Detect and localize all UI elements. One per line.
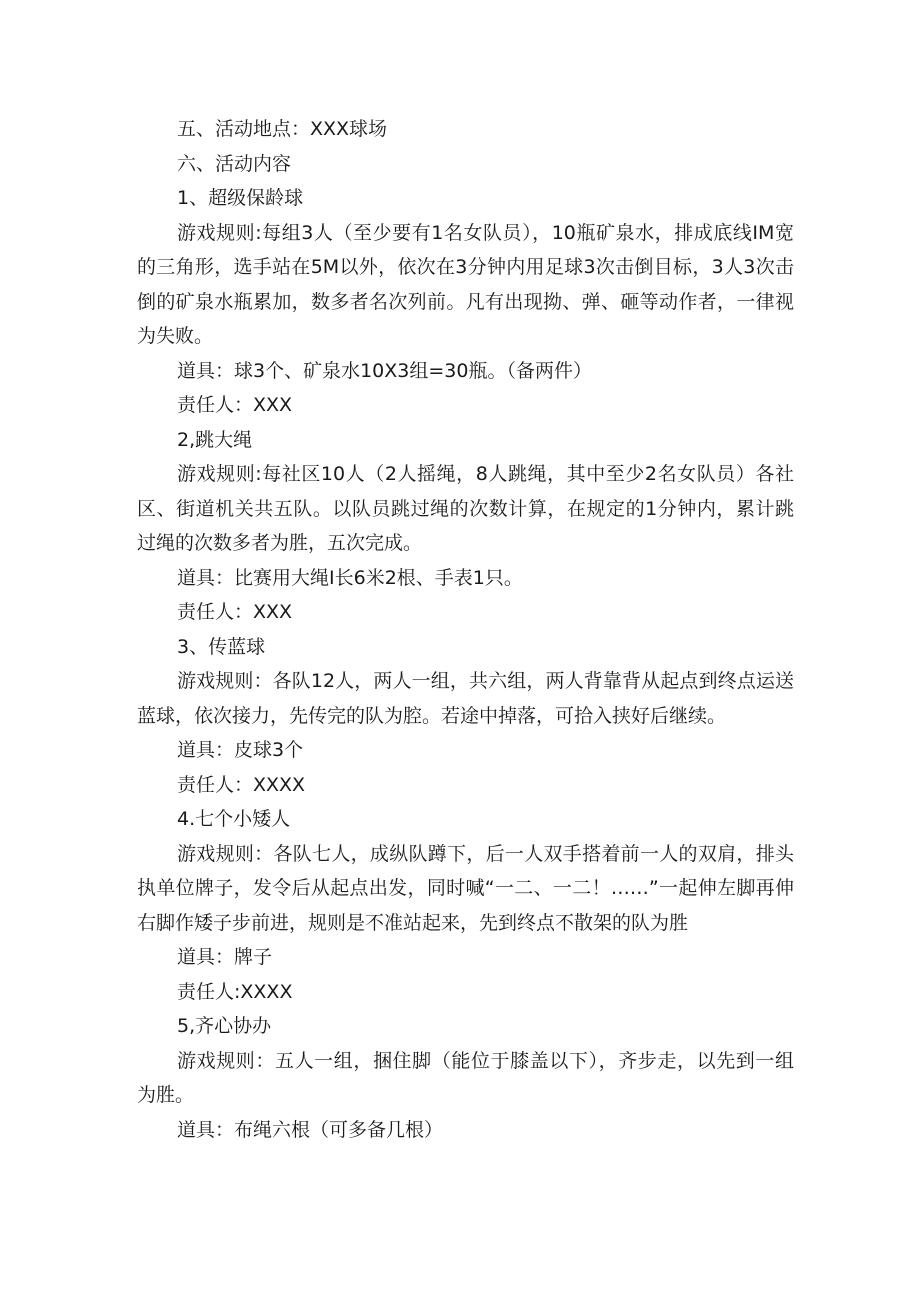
game-2-props: 道具：比赛用大绳I长6米2根、手表1只。 — [177, 566, 523, 589]
game-1-props: 道具：球3个、矿泉水10X3组=30瓶。（备两件） — [177, 359, 592, 382]
document-body — [137, 112, 794, 1147]
game-3-props: 道具：皮球3个 — [177, 739, 304, 761]
game-2-title: 2,跳大绳 — [177, 428, 253, 451]
section-heading-content: 六、活动内容 — [177, 152, 292, 175]
game-1-rules: 游戏规则:每组3人（至少要有1名女队员），10瓶矿泉水，排成底线IM宽的三角形，选手站在5M以外，依次在3分钟内用足球3次击倒目标，3人3次击倒的矿泉水瓶累加，数多者名次列前。凡有出现拗、弹、砸等动作者，一律视为失败。 — [137, 221, 794, 347]
game-3-owner: 责任人：XXXX — [177, 773, 306, 796]
game-5-props: 道具：布绳六根（可多备几根） — [177, 1118, 444, 1141]
game-5-rules: 游戏规则：五人一组，捆住脚（能位于膝盖以下），齐步走，以先到一组为胜。 — [137, 1049, 794, 1106]
game-4-props: 道具：牌子 — [177, 946, 273, 968]
venue-line: 五、活动地点：XXX球场 — [177, 118, 388, 140]
game-4-owner: 责任人:XXXX — [177, 980, 293, 1003]
game-2-rules: 游戏规则:每社区10人（2人摇绳，8人跳绳，其中至少2名女队员）各社区、街道机关共五队。以队员跳过绳的次数计算，在规定的1分钟内，累计跳过绳的次数多者为胜，五次完成。 — [137, 463, 794, 554]
game-2-owner: 责任人：XXX — [177, 601, 293, 623]
game-5-title: 5,齐心协办 — [177, 1015, 272, 1037]
game-1-title: 1、超级保龄球 — [177, 187, 304, 209]
game-4-title: 4.七个小矮人 — [177, 808, 291, 830]
game-3-title: 3、传蓝球 — [177, 635, 266, 658]
game-4-rules: 游戏规则：各队七人，成纵队蹲下，后一人双手搭着前一人的双肩，排头执单位牌子，发令后从起点出发，同时喊“一二、一二！……”一起伸左脚再伸右脚作矮子步前进，规则是不准站起来，先到终点不散架的队为胜 — [137, 842, 794, 934]
game-3-rules: 游戏规则：各队12人，两人一组，共六组，两人背靠背从起点到终点运送蓝球，依次接力，先传完的队为腔。若途中掉落，可拾入挟好后继续。 — [137, 670, 794, 727]
game-1-owner: 责任人：XXX — [177, 394, 293, 416]
